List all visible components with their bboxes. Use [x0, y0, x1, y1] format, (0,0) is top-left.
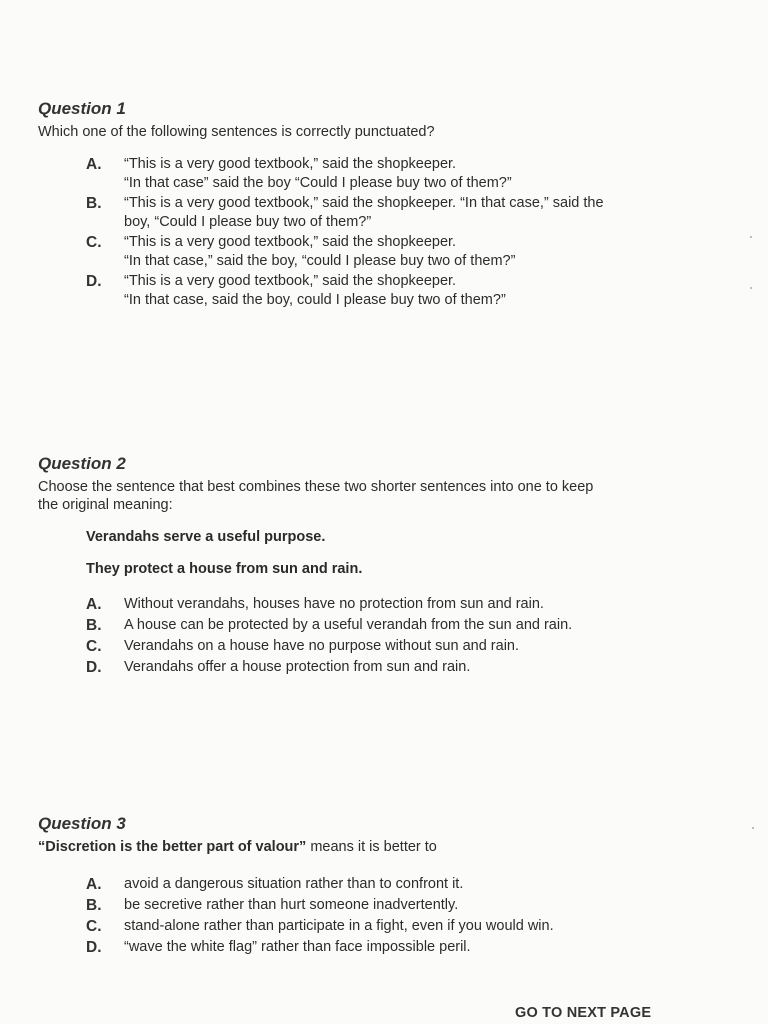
option-letter: C. [86, 234, 102, 251]
option-c[interactable] [86, 917, 718, 936]
option-line: “In that case,” said the boy, “could I please buy two of them?” [124, 253, 516, 269]
option-letter: B. [86, 617, 102, 634]
option-text: Verandahs offer a house protection from sun and rain. [124, 659, 471, 675]
option-text: Without verandahs, houses have no protection from sun and rain. [124, 596, 544, 612]
question-3-prompt [38, 838, 718, 856]
question-3 [38, 814, 718, 959]
question-3-options [86, 875, 718, 957]
option-text [124, 272, 718, 310]
option-letter: B. [86, 195, 102, 212]
option-b[interactable] [86, 194, 718, 232]
statement-1: Verandahs serve a useful purpose. [86, 529, 326, 545]
question-2-title: Question 2 [38, 454, 126, 473]
question-3-title: Question 3 [38, 814, 126, 833]
option-d[interactable] [86, 658, 718, 677]
question-1-prompt: Which one of the following sentences is correctly punctuated? [38, 124, 435, 140]
option-c[interactable] [86, 233, 718, 271]
option-letter: A. [86, 876, 102, 893]
option-text [124, 194, 718, 232]
question-1 [38, 99, 718, 311]
scan-speck [750, 236, 752, 238]
option-text: Verandahs on a house have no purpose without sun and rain. [124, 638, 520, 654]
option-letter: C. [86, 638, 102, 655]
option-text: A house can be protected by a useful verandah from the sun and rain. [124, 617, 573, 633]
option-letter: D. [86, 939, 102, 956]
option-c[interactable] [86, 637, 718, 656]
question-1-options [86, 155, 718, 310]
option-line: “This is a very good textbook,” said the shopkeeper. “In that case,” said the [124, 195, 604, 211]
option-letter: C. [86, 918, 102, 935]
question-2-prompt-line: Choose the sentence that best combines these two shorter sentences into one to keep [38, 479, 594, 495]
option-text: avoid a dangerous situation rather than to confront it. [124, 876, 464, 892]
option-letter: D. [86, 659, 102, 676]
option-letter: B. [86, 897, 102, 914]
question-2-prompt [38, 478, 718, 514]
scan-speck [752, 827, 754, 829]
option-d[interactable] [86, 938, 718, 957]
option-d[interactable] [86, 272, 718, 310]
question-1-title: Question 1 [38, 99, 126, 118]
option-line: “In that case, said the boy, could I please buy two of them?” [124, 292, 506, 308]
scan-speck [750, 287, 752, 289]
option-line: boy, “Could I please buy two of them?” [124, 214, 372, 230]
option-text [124, 155, 718, 193]
question-2 [38, 454, 718, 679]
statement-2: They protect a house from sun and rain. [86, 561, 363, 577]
option-b[interactable] [86, 896, 718, 915]
option-a[interactable] [86, 155, 718, 193]
option-letter: A. [86, 596, 102, 613]
option-line: “This is a very good textbook,” said the shopkeeper. [124, 234, 457, 250]
option-letter: A. [86, 156, 102, 173]
option-text: stand-alone rather than participate in a fight, even if you would win. [124, 918, 554, 934]
question-2-prompt-line: the original meaning: [38, 497, 173, 513]
option-line: “This is a very good textbook,” said the shopkeeper. [124, 273, 457, 289]
option-text [124, 233, 718, 271]
option-a[interactable] [86, 875, 718, 894]
option-letter: D. [86, 273, 102, 290]
option-line: “This is a very good textbook,” said the shopkeeper. [124, 156, 457, 172]
option-b[interactable] [86, 616, 718, 635]
question-3-prompt-rest: means it is better to [306, 839, 437, 855]
option-a[interactable] [86, 595, 718, 614]
option-text: “wave the white flag” rather than face impossible peril. [124, 939, 471, 955]
question-2-options [86, 595, 718, 677]
go-to-next-page-label: GO TO NEXT PAGE [515, 1005, 652, 1021]
option-line: “In that case” said the boy “Could I please buy two of them?” [124, 175, 512, 191]
option-text: be secretive rather than hurt someone inadvertently. [124, 897, 459, 913]
question-3-quote: “Discretion is the better part of valour” [38, 839, 307, 855]
